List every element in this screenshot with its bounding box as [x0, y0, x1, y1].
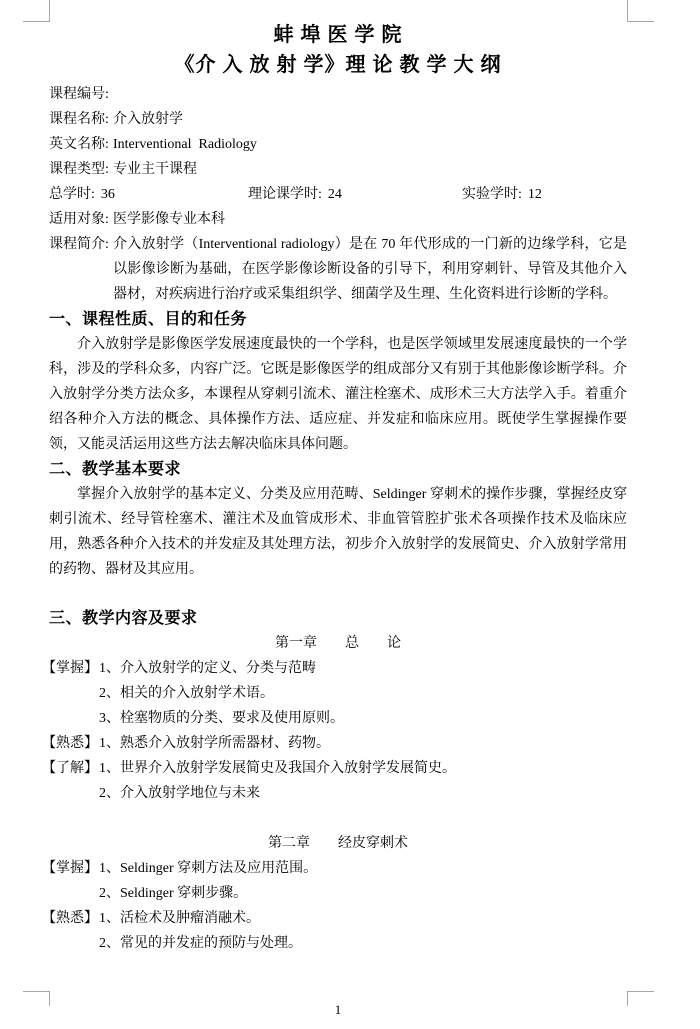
list-item: [42, 731, 627, 756]
lab-hours-value: 12: [527, 187, 542, 202]
item-text: Seldinger 穿刺步骤。: [120, 886, 248, 901]
item-text: 常见的并发症的预防与处理。: [120, 936, 302, 951]
item-text: 相关的介入放射学术语。: [120, 686, 274, 701]
item-number: 3、: [99, 711, 120, 726]
meta-row-hours: [49, 182, 627, 207]
requirement-tag: [42, 706, 99, 731]
list-item: [49, 781, 627, 806]
item-number: 1、: [99, 861, 120, 876]
audience-label: 适用对象:: [49, 212, 109, 227]
section3-heading: 三、教学内容及要求: [49, 610, 198, 627]
requirement-text: [99, 781, 627, 806]
section2-heading: 二、教学基本要求: [49, 461, 182, 478]
course-type-value: 专业主干课程: [113, 162, 197, 177]
document-title: [49, 0, 627, 80]
requirement-text: [99, 856, 627, 881]
item-text: 栓塞物质的分类、要求及使用原则。: [120, 711, 344, 726]
item-number: 1、: [99, 911, 120, 926]
item-number: 2、: [99, 886, 120, 901]
requirement-tag: [42, 681, 99, 706]
requirement-text: [99, 906, 627, 931]
theory-hours-value: 24: [327, 187, 342, 202]
text-boundary-mark-bottom-left: [23, 991, 50, 1006]
item-number: 1、: [99, 761, 120, 776]
section1-heading: 一、课程性质、目的和任务: [49, 311, 248, 328]
requirement-text: [99, 731, 627, 756]
requirement-text: [99, 881, 627, 906]
requirement-text: [99, 681, 627, 706]
requirement-text: [99, 656, 627, 681]
lab-hours-label: 实验学时:: [462, 187, 522, 202]
english-name-value: Interventional Radiology: [113, 137, 257, 152]
text-boundary-mark-top-left: [23, 0, 50, 22]
theory-hours: [248, 182, 462, 207]
section1-paragraph: 介入放射学是影像医学发展速度最快的一个学科，也是医学领域里发展速度最快的一个学科，涉及的学科众多，内容广泛。它既是影像医学的组成部分又有别于其他影像诊断学科。介入放射学分类方法众多，本课程从穿刺引流术、灌注栓塞术、成形术三大方法学入手。着重介绍各种介入方法的概念、具体操作方法、适应症、并发症和临床应用。既使学生掌握操作要领，又能灵活运用这些方法去解决临床具体问题。: [49, 337, 627, 452]
item-text: 世界介入放射学发展简史及我国介入放射学发展简史。: [120, 761, 456, 776]
school-name: 蚌 埠 医 学 院: [273, 24, 403, 46]
item-text: 介入放射学地位与未来: [120, 786, 260, 801]
requirement-tag: 【了解】: [42, 761, 98, 776]
meta-row-course-code: [49, 82, 627, 107]
item-number: 2、: [99, 686, 120, 701]
course-code-label: 课程编号:: [49, 87, 109, 102]
chapter1-title: 第一章 总 论: [275, 636, 401, 651]
course-name-value: 介入放射学: [113, 112, 183, 127]
total-hours-value: 36: [100, 187, 115, 202]
requirement-tag: [42, 931, 99, 956]
item-text: 活检术及肿瘤消融术。: [120, 911, 260, 926]
requirement-tag: 【掌握】: [42, 661, 98, 676]
item-text: 介入放射学的定义、分类与范畴: [120, 661, 316, 676]
text-boundary-mark-top-right: [627, 0, 654, 22]
list-item: [42, 906, 627, 931]
lab-hours: [462, 182, 627, 207]
item-number: 2、: [99, 936, 120, 951]
total-hours-label: 总学时:: [49, 187, 95, 202]
audience-value: 医学影像专业本科: [113, 212, 225, 227]
intro-label: 课程简介:: [49, 237, 109, 252]
list-item: [49, 931, 627, 956]
list-item: [49, 681, 627, 706]
meta-row-english-name: [49, 132, 627, 157]
item-text: 熟悉介入放射学所需器材、药物。: [120, 736, 330, 751]
syllabus-title: 《介 入 放 射 学》理 论 教 学 大 纲: [174, 54, 502, 76]
item-text: Seldinger 穿刺方法及应用范围。: [120, 861, 318, 876]
chapter2-title: 第二章 经皮穿刺术: [268, 836, 408, 851]
item-number: 1、: [99, 661, 120, 676]
course-code-value: [113, 82, 627, 107]
meta-row-audience: [49, 207, 627, 232]
requirement-text: [99, 706, 627, 731]
course-name-label: 课程名称:: [49, 112, 109, 127]
requirement-tag: [42, 781, 99, 806]
requirement-tag: 【熟悉】: [42, 911, 98, 926]
item-number: 1、: [99, 736, 120, 751]
list-item: [42, 656, 627, 681]
list-item: [42, 756, 627, 781]
item-number: 2、: [99, 786, 120, 801]
page-content: [42, 0, 627, 956]
total-hours: [49, 182, 248, 207]
meta-row-course-type: [49, 157, 627, 182]
meta-row-course-name: [49, 107, 627, 132]
page-number: 1: [334, 1002, 342, 1017]
requirement-tag: 【掌握】: [42, 861, 98, 876]
english-name-label: 英文名称:: [49, 137, 109, 152]
requirement-tag: [42, 881, 99, 906]
list-item: [49, 881, 627, 906]
list-item: [49, 706, 627, 731]
theory-hours-label: 理论课学时:: [248, 187, 322, 202]
section2-paragraph: 掌握介入放射学的基本定义、分类及应用范畴、Seldinger 穿刺术的操作步骤，掌握经皮穿刺引流术、经导管栓塞术、灌注术及血管成形术、非血管管腔扩张术各项操作技术及临床应用，熟悉各种介入技术的并发症及其处理方法，初步介入放射学的发展简史、介入放射学常用的药物、器材及其应用。: [49, 487, 627, 577]
text-boundary-mark-bottom-right: [627, 991, 654, 1006]
intro-text: 介入放射学（Interventional radiology）是在 70 年代形成的一门新的边缘学科，它是以影像诊断为基础，在医学影像诊断设备的引导下，利用穿刺针、导管及其他介入器材，对疾病进行治疗或采集组织学、细菌学及生理、生化资料进行诊断的学科。: [113, 237, 627, 302]
requirement-text: [99, 931, 627, 956]
meta-row-intro: [49, 232, 627, 307]
course-type-label: 课程类型:: [49, 162, 109, 177]
list-item: [42, 856, 627, 881]
requirement-text: [99, 756, 627, 781]
requirement-tag: 【熟悉】: [42, 736, 98, 751]
